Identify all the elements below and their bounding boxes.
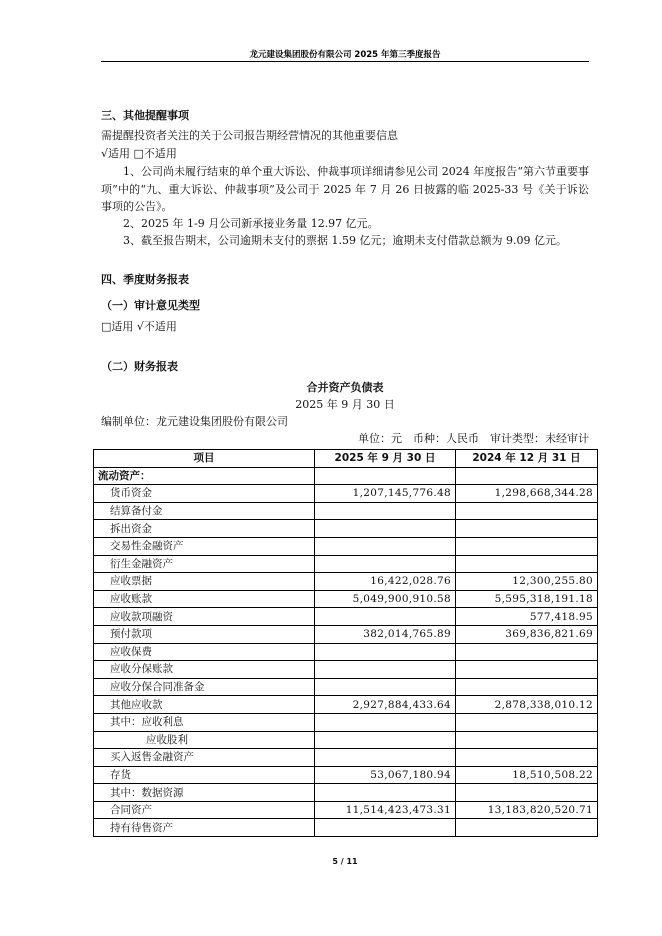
row-label: 流动资产： [94, 467, 315, 485]
page-number: 5 / 11 [332, 857, 358, 866]
value-2025-09-30 [315, 643, 456, 661]
table-header-row [94, 450, 598, 468]
table-row [94, 749, 598, 767]
value-2025-09-30 [315, 731, 456, 749]
value-2025-09-30: 382,014,765.89 [315, 625, 456, 643]
value-2024-12-31: 5,595,318,191.18 [456, 590, 598, 608]
table-row [94, 520, 598, 538]
audit-opinion-applicability: □适用 √不适用 [101, 320, 177, 333]
value-2024-12-31 [456, 784, 598, 802]
value-2024-12-31: 577,418.95 [456, 608, 598, 626]
table-row [94, 485, 598, 503]
value-2025-09-30 [315, 678, 456, 696]
table-row [94, 502, 598, 520]
section3-item-3: 3、截至报告期末，公司逾期未支付的票据 1.59 亿元；逾期未支付借款总额为 9.09 亿元。 [123, 234, 567, 247]
value-2024-12-31 [456, 731, 598, 749]
value-2025-09-30 [315, 749, 456, 767]
row-label: 应收分保账款 [94, 661, 315, 679]
row-label: 其中：应收利息 [94, 713, 315, 731]
row-label: 衍生金融资产 [94, 555, 315, 573]
value-2024-12-31 [456, 749, 598, 767]
table-row [94, 661, 598, 679]
row-label: 存货 [94, 766, 315, 784]
row-label: 拆出资金 [94, 520, 315, 538]
table-row [94, 819, 598, 837]
value-2025-09-30: 1,207,145,776.48 [315, 485, 456, 503]
header-divider [101, 61, 589, 62]
value-2024-12-31 [456, 661, 598, 679]
value-2025-09-30 [315, 661, 456, 679]
value-2025-09-30 [315, 608, 456, 626]
column-header-item: 项目 [94, 450, 315, 468]
table-row [94, 573, 598, 591]
row-label: 合同资产 [94, 801, 315, 819]
value-2025-09-30 [315, 467, 456, 485]
value-2024-12-31: 2,878,338,010.12 [456, 696, 598, 714]
section3-item-2: 2、2025 年 1-9 月公司新承接业务量 12.97 亿元。 [123, 217, 379, 230]
table-row [94, 696, 598, 714]
row-label: 其他应收款 [94, 696, 315, 714]
table-row [94, 555, 598, 573]
table-row [94, 590, 598, 608]
value-2024-12-31 [456, 520, 598, 538]
table-row [94, 731, 598, 749]
row-label: 应收账款 [94, 590, 315, 608]
value-2024-12-31 [456, 502, 598, 520]
row-label: 货币资金 [94, 485, 315, 503]
value-2024-12-31: 1,298,668,344.28 [456, 485, 598, 503]
value-2025-09-30: 53,067,180.94 [315, 766, 456, 784]
value-2024-12-31 [456, 467, 598, 485]
section3-applicability: √适用 □不适用 [101, 147, 177, 160]
value-2025-09-30 [315, 520, 456, 538]
row-label: 应收分保合同准备金 [94, 678, 315, 696]
column-header-2024-12-31: 2024 年 12 月 31 日 [456, 450, 598, 468]
value-2025-09-30 [315, 713, 456, 731]
row-label: 交易性金融资产 [94, 537, 315, 555]
value-2025-09-30: 16,422,028.76 [315, 573, 456, 591]
statement-preparer: 编制单位：龙元建设集团股份有限公司 [101, 415, 288, 428]
value-2025-09-30 [315, 555, 456, 573]
statement-title: 合并资产负债表 [306, 381, 384, 394]
row-label: 应收股利 [94, 731, 315, 749]
section3-heading: 三、其他提醒事项 [101, 109, 189, 122]
table-row [94, 625, 598, 643]
value-2025-09-30: 11,514,423,473.31 [315, 801, 456, 819]
table-row [94, 467, 598, 485]
section3-intro: 需提醒投资者关注的关于公司报告期经营情况的其他重要信息 [101, 129, 398, 142]
table-row [94, 766, 598, 784]
report-header: 龙元建设集团股份有限公司 2025 年第三季度报告 [249, 50, 441, 60]
balance-sheet-table [93, 449, 598, 837]
financial-statements-heading: （二）财务报表 [101, 360, 178, 373]
row-label: 预付款项 [94, 625, 315, 643]
row-label: 买入返售金融资产 [94, 749, 315, 767]
column-header-2025-09-30: 2025 年 9 月 30 日 [315, 450, 456, 468]
audit-opinion-heading: （一）审计意见类型 [101, 299, 200, 312]
value-2024-12-31 [456, 643, 598, 661]
value-2025-09-30 [315, 502, 456, 520]
value-2024-12-31 [456, 555, 598, 573]
table-row [94, 608, 598, 626]
row-label: 结算备付金 [94, 502, 315, 520]
value-2024-12-31 [456, 537, 598, 555]
row-label: 应收票据 [94, 573, 315, 591]
value-2025-09-30 [315, 784, 456, 802]
value-2024-12-31 [456, 678, 598, 696]
value-2025-09-30 [315, 819, 456, 837]
value-2024-12-31: 18,510,508.22 [456, 766, 598, 784]
value-2024-12-31 [456, 819, 598, 837]
row-label: 其中：数据资源 [94, 784, 315, 802]
value-2025-09-30: 5,049,900,910.58 [315, 590, 456, 608]
section4-heading: 四、季度财务报表 [101, 273, 189, 286]
table-row [94, 537, 598, 555]
table-row [94, 713, 598, 731]
value-2024-12-31: 13,183,820,520.71 [456, 801, 598, 819]
value-2025-09-30 [315, 537, 456, 555]
statement-unit-line: 单位：元 币种：人民币 审计类型：未经审计 [358, 432, 589, 445]
row-label: 持有待售资产 [94, 819, 315, 837]
row-label: 应收款项融资 [94, 608, 315, 626]
table-row [94, 643, 598, 661]
row-label: 应收保费 [94, 643, 315, 661]
table-row [94, 784, 598, 802]
value-2025-09-30: 2,927,884,433.64 [315, 696, 456, 714]
section3-item-1: 1、公司尚未履行结束的单个重大诉讼、仲裁事项详细请参见公司 2024 年度报告“第六节重要事项”中的“九、重大诉讼、仲裁事项”及公司于 2025 年 7 月 26 日披露的临 2025-33 号《关于诉讼事项的公告》。 [101, 165, 589, 213]
value-2024-12-31: 369,836,821.69 [456, 625, 598, 643]
statement-date: 2025 年 9 月 30 日 [295, 398, 395, 411]
value-2024-12-31: 12,300,255.80 [456, 573, 598, 591]
value-2024-12-31 [456, 713, 598, 731]
table-row [94, 678, 598, 696]
table-row [94, 801, 598, 819]
